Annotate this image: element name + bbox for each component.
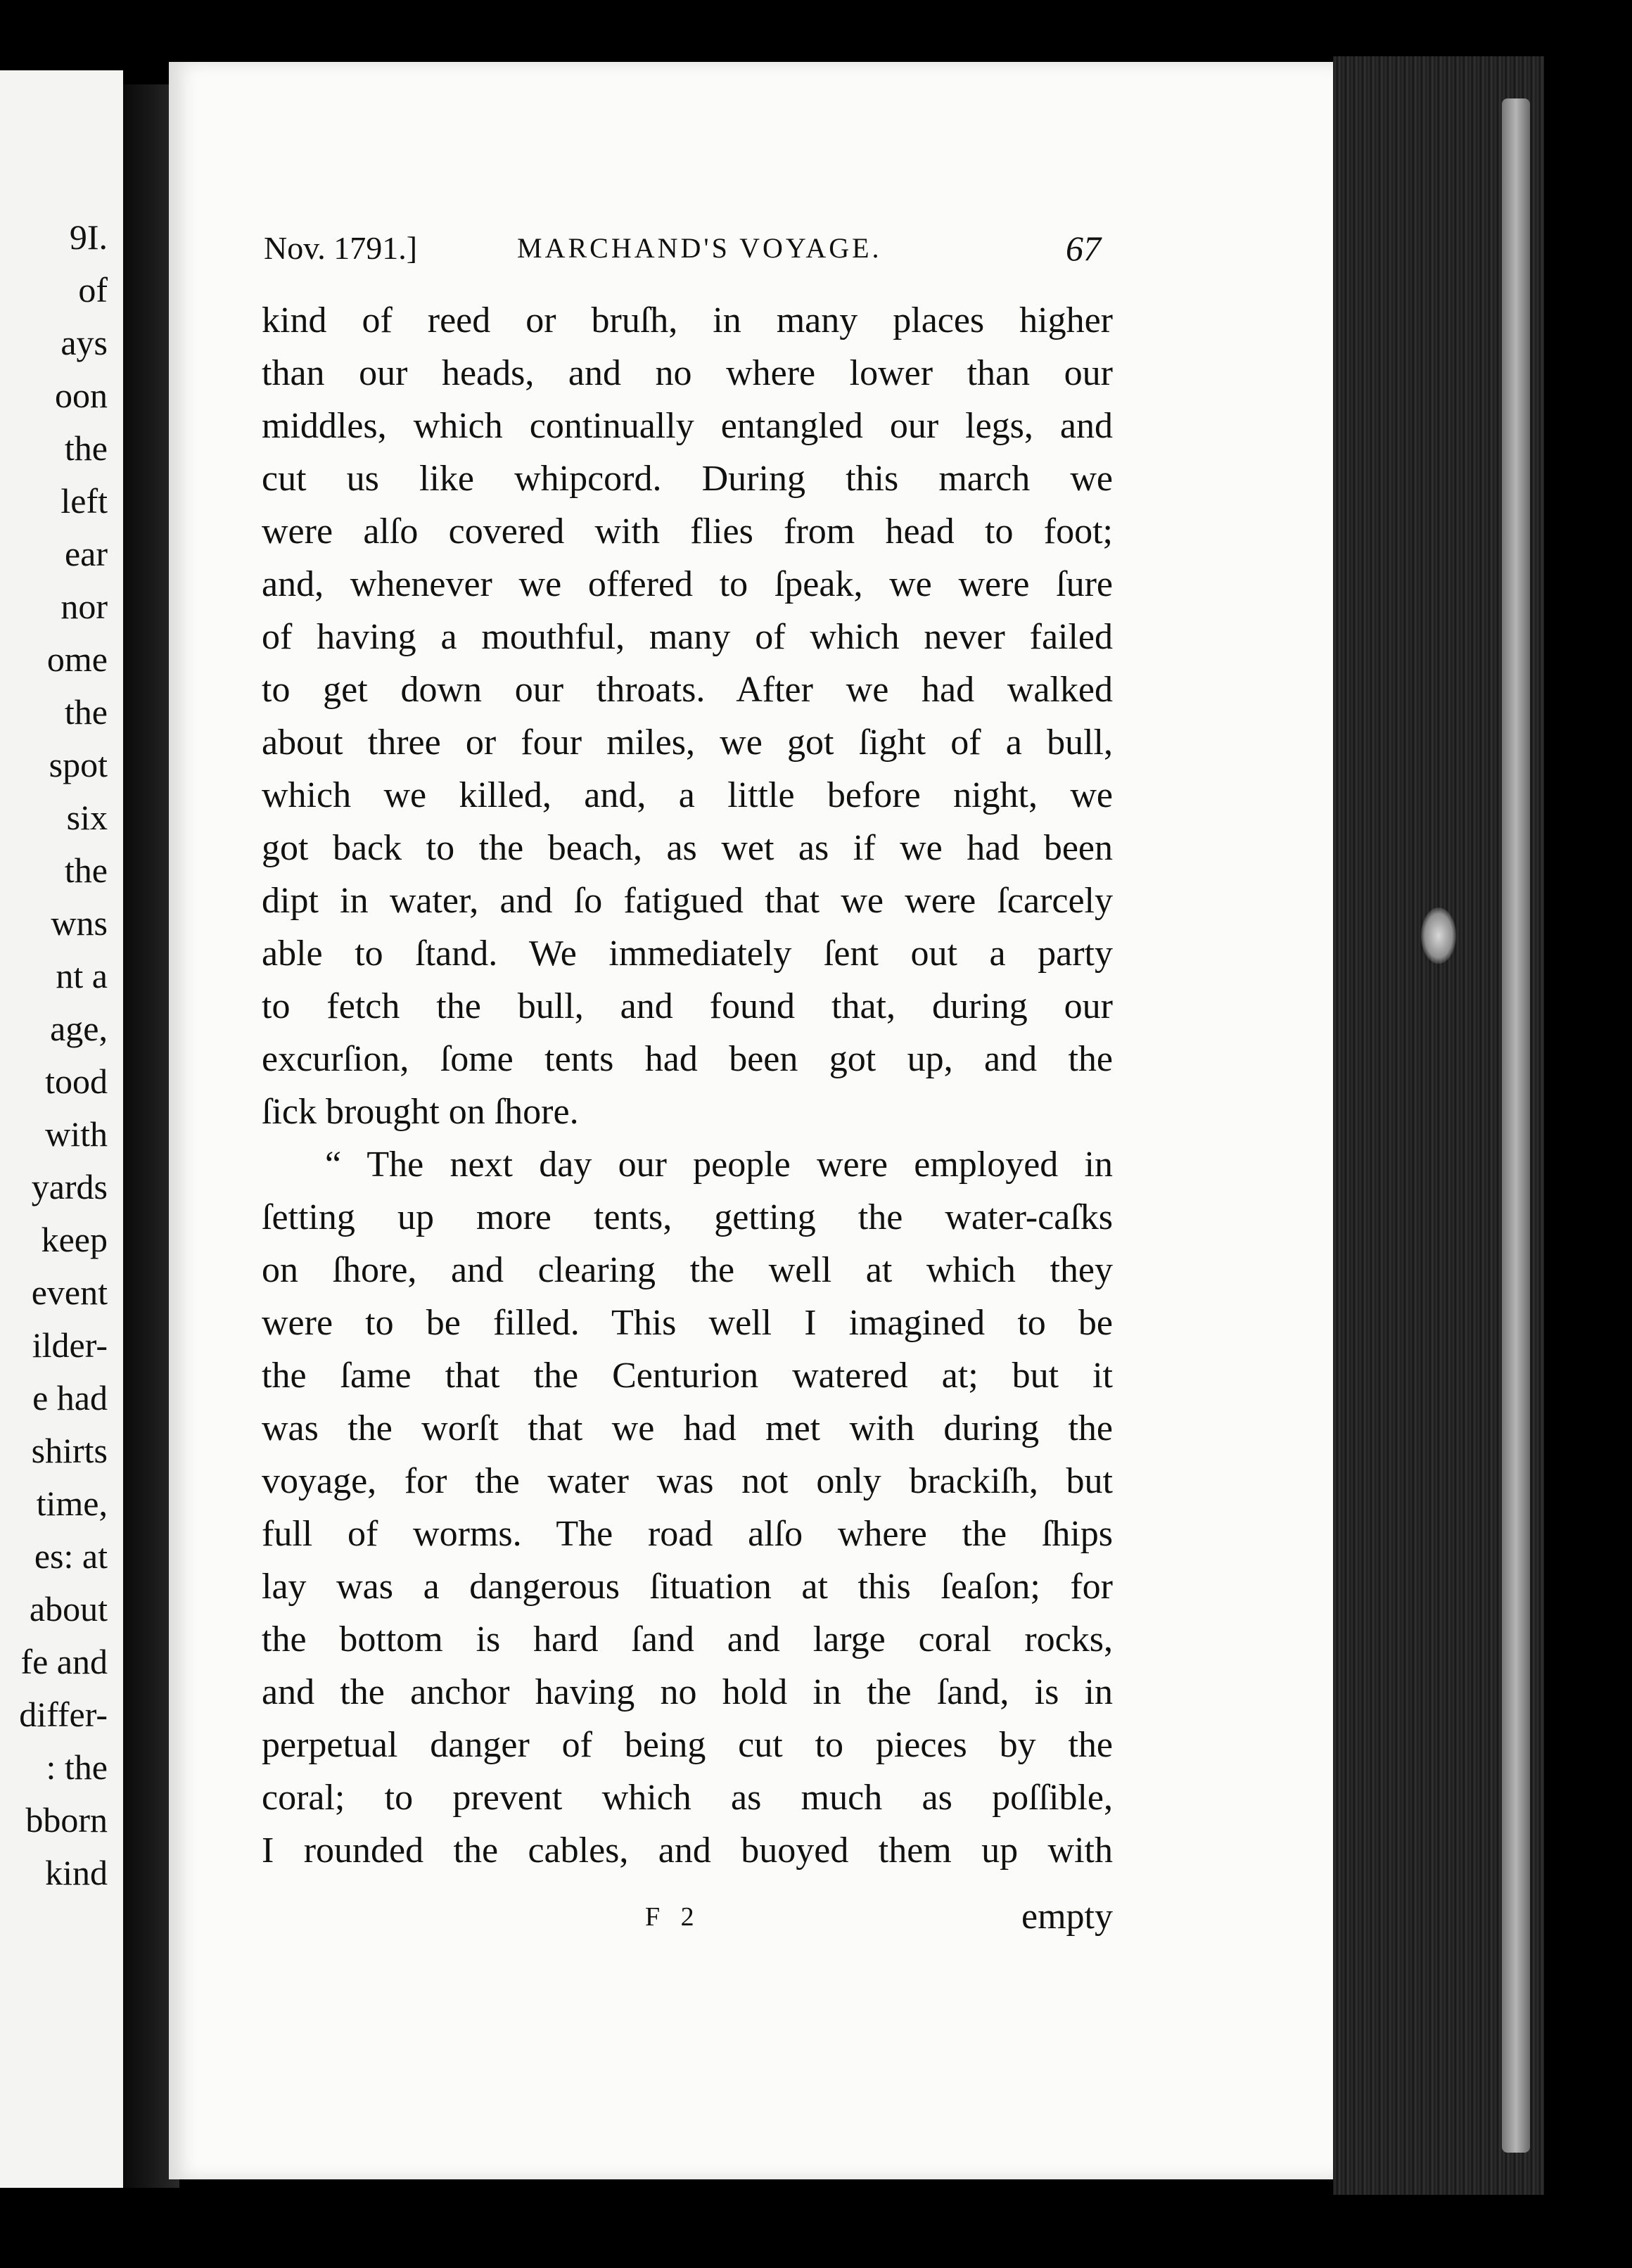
text-line: coral; to prevent which as much as poſſible, <box>262 1778 1113 1818</box>
book-edge-strip <box>1502 98 1530 2153</box>
text-line: which we killed, and, a little before night, we <box>262 775 1113 815</box>
left-page-line-end: : the <box>46 1747 108 1787</box>
left-page-line-end: time, <box>36 1484 108 1523</box>
left-page-line-end: nt a <box>56 956 108 995</box>
text-line: was the worſt that we had met with during the <box>262 1408 1113 1448</box>
left-page-line-end: ays <box>60 323 108 362</box>
text-line: were alſo covered with flies from head to foot; <box>262 511 1113 552</box>
text-line: voyage, for the water was not only brackiſh, but <box>262 1461 1113 1501</box>
left-page-line-end: shirts <box>31 1431 108 1470</box>
printer-signature: F 2 <box>645 1902 701 1932</box>
text-line: excurſion, ſome tents had been got up, and the <box>262 1039 1113 1079</box>
left-page-line-end: left <box>60 481 108 521</box>
text-line: ſetting up more tents, getting the water-caſks <box>262 1197 1113 1237</box>
left-page-line-end: event <box>31 1273 108 1312</box>
text-line: the bottom is hard ſand and large coral rocks, <box>262 1619 1113 1659</box>
left-facing-page <box>0 70 123 2188</box>
left-page-line-end: e had <box>32 1378 108 1418</box>
text-line: than our heads, and no where lower than our <box>262 353 1113 393</box>
catchword: empty <box>1021 1897 1113 1937</box>
left-page-line-end: ome <box>46 639 108 679</box>
body-text <box>262 294 1113 1877</box>
text-line: about three or four miles, we got ſight of a bull, <box>262 722 1113 763</box>
left-page-line-end: 9I. <box>69 217 108 257</box>
text-line: cut us like whipcord. During this march we <box>262 459 1113 499</box>
left-page-line-end: es: at <box>34 1536 108 1576</box>
text-line: and the anchor having no hold in the ſand, is in <box>262 1672 1113 1712</box>
page-footer <box>262 1892 1113 1942</box>
text-line: the ſame that the Centurion watered at; but it <box>262 1356 1113 1396</box>
text-line: full of worms. The road alſo where the ſhips <box>262 1514 1113 1554</box>
left-page-line-end: bborn <box>25 1800 108 1840</box>
left-page-line-end: of <box>78 270 108 310</box>
left-page-line-end: yards <box>31 1167 108 1206</box>
text-line: lay was a dangerous ſituation at this ſeaſon; for <box>262 1567 1113 1607</box>
text-line: able to ſtand. We immediately ſent out a party <box>262 934 1113 974</box>
text-line: middles, which continually entangled our legs, and <box>262 406 1113 446</box>
left-page-line-end: age, <box>50 1009 108 1048</box>
text-line: dipt in water, and ſo fatigued that we were ſcarcely <box>262 881 1113 921</box>
text-line: to fetch the bull, and found that, during our <box>262 986 1113 1026</box>
left-page-line-end: about <box>29 1589 108 1629</box>
left-page-line-end: the <box>64 692 108 732</box>
left-page-line-end: ilder- <box>32 1325 108 1365</box>
header-date: Nov. 1791.] <box>264 230 418 266</box>
text-line: got back to the beach, as wet as if we had been <box>262 828 1113 868</box>
text-line: of having a mouthful, many of which never failed <box>262 617 1113 657</box>
text-line: to get down our throats. After we had walked <box>262 670 1113 710</box>
left-page-line-end: oon <box>55 376 108 415</box>
text-line: were to be filled. This well I imagined to be <box>262 1303 1113 1343</box>
paper-flaw <box>1421 907 1456 964</box>
left-page-line-end: ear <box>64 534 108 573</box>
left-page-line-end: differ- <box>19 1695 108 1734</box>
left-page-line-end: with <box>45 1114 108 1154</box>
text-line: and, whenever we offered to ſpeak, we were ſure <box>262 564 1113 604</box>
text-line: kind of reed or bruſh, in many places higher <box>262 300 1113 340</box>
left-page-line-end: the <box>64 850 108 890</box>
left-page-line-end: keep <box>41 1220 108 1259</box>
left-page-line-end: spot <box>49 745 108 784</box>
text-line: perpetual danger of being cut to pieces by the <box>262 1725 1113 1765</box>
left-page-line-end: the <box>64 428 108 468</box>
left-page-line-end: nor <box>60 587 108 626</box>
header-title: MARCHAND'S VOYAGE. <box>517 232 882 264</box>
page-number: 67 <box>1066 229 1101 268</box>
left-page-line-end: kind <box>45 1853 108 1892</box>
left-page-line-end: fe and <box>20 1642 108 1681</box>
left-page-line-ends <box>19 211 108 1899</box>
text-line: I rounded the cables, and buoyed them up with <box>262 1830 1113 1871</box>
left-page-line-end: six <box>66 798 108 837</box>
text-line: on ſhore, and clearing the well at which they <box>262 1250 1113 1290</box>
running-header <box>264 224 1101 273</box>
left-page-line-end: tood <box>45 1062 108 1101</box>
left-page-line-end: wns <box>51 903 108 943</box>
text-line: ſick brought on ſhore. <box>262 1092 579 1132</box>
text-line: “ The next day our people were employed in <box>325 1145 1113 1185</box>
